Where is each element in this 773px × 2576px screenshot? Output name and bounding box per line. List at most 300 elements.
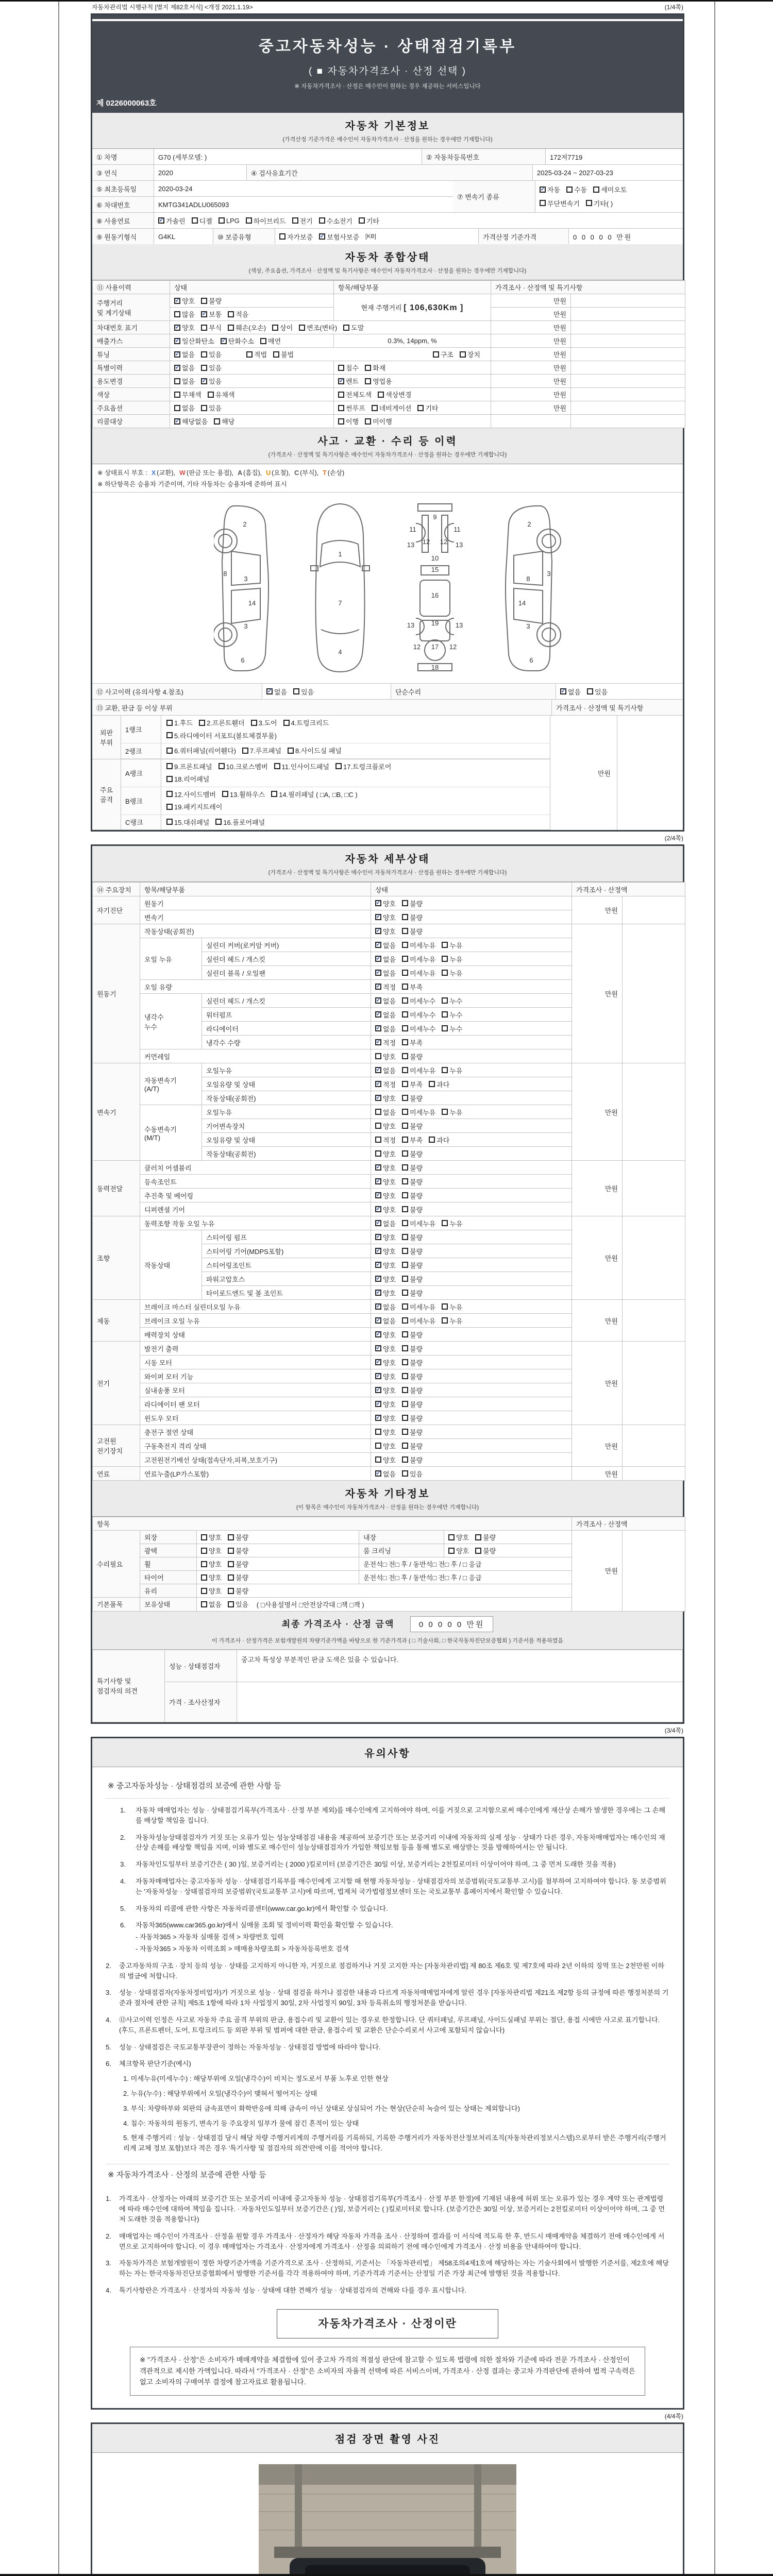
checked-checkbox-icon	[375, 928, 381, 934]
checkbox-option	[375, 1260, 396, 1270]
diagram-part-number: 6	[529, 656, 533, 664]
item-label: 추진축 및 베어링	[140, 1189, 371, 1202]
unchecked-checkbox-icon	[402, 1443, 408, 1449]
unchecked-checkbox-icon	[402, 1248, 408, 1254]
checkbox-option	[402, 1163, 423, 1173]
checkbox-option	[442, 1065, 462, 1075]
rank-parts	[161, 787, 550, 815]
checkbox-option	[292, 216, 313, 226]
checked-checkbox-icon	[375, 1095, 381, 1101]
viewer-left-edge	[58, 2, 59, 2576]
device-group-label: 변속기	[93, 1063, 140, 1161]
field-label: ③ 연식	[92, 165, 154, 180]
checkbox-label: 누유	[449, 1303, 463, 1311]
status-code-letter: W	[179, 469, 186, 477]
basic-info-subtitle: (가격산정 기준가격은 매수인이 자동차가격조사 · 산정을 원하는 경우에만 기재합니다)	[282, 137, 493, 143]
checked-checkbox-icon	[375, 1276, 381, 1282]
checkbox-label: 미세누유	[410, 1317, 436, 1325]
checkbox-label: 누유	[449, 1066, 463, 1075]
rank-group	[92, 759, 550, 831]
checkbox-label: 양호	[209, 1547, 222, 1555]
checkbox-label: 매연	[268, 337, 281, 345]
checkbox-label: 양호	[383, 1345, 396, 1353]
col-header: ⑪ 사용이력	[93, 281, 170, 294]
unchecked-checkbox-icon	[365, 418, 371, 425]
status-options	[371, 994, 572, 1008]
device-group-label: 원동기	[93, 924, 140, 1063]
unchecked-checkbox-icon	[228, 1561, 234, 1567]
unchecked-checkbox-icon	[375, 1053, 381, 1059]
unchecked-checkbox-icon	[375, 1137, 381, 1143]
checkbox-option	[375, 968, 396, 978]
notice-item	[120, 1920, 669, 1954]
item-label: 디퍼렌셜 기어	[140, 1202, 371, 1216]
basic-info-header	[92, 113, 683, 149]
unchecked-checkbox-icon	[402, 1359, 408, 1365]
diagram-part-number: 12	[449, 643, 457, 651]
checkbox-label: 탄화수소	[228, 337, 255, 345]
checkbox-option	[260, 336, 281, 346]
item-label: 스티어링 펌프	[202, 1230, 371, 1244]
checkbox-label: 없음	[274, 688, 288, 696]
checked-checkbox-icon	[174, 338, 180, 344]
item-label: 원동기	[140, 896, 371, 910]
checkbox-option	[228, 309, 248, 319]
diagram-part-number: 12	[413, 643, 421, 651]
part-checkbox-option	[274, 761, 329, 771]
status-code-meaning: (부식),	[300, 469, 319, 477]
item-label: 시동 모터	[140, 1355, 371, 1369]
checkbox-label: 불량	[410, 1122, 423, 1130]
notice-section-1-title: ※ 중고자동차성능 · 상태점검의 보증에 관한 사항 등	[106, 1775, 669, 1799]
unchecked-checkbox-icon	[448, 1534, 455, 1540]
status-options	[371, 1077, 572, 1091]
checked-checkbox-icon	[375, 1331, 381, 1337]
code-legend-prefix: ※ 상태표시 부호 :	[97, 469, 147, 477]
accident-subtitle: (가격조사 · 산정액 및 특기사항은 매수인이 자동차가격조사 · 산정을 원하는 경우에만 기재합니다)	[268, 452, 507, 458]
checkbox-label: 없음	[383, 969, 396, 977]
item-label: 실린더 커버(로커암 커버)	[202, 938, 371, 952]
checkbox-label: 양호	[383, 1178, 396, 1186]
notice-item-line: - 자동차365 > 자동차 이력조회 > 매매용차량조회 > 자동차등록번호 검색	[136, 1944, 349, 1953]
item-label: 구동축전지 격리 상태	[140, 1439, 371, 1453]
etc-title: 자동차 기타정보	[345, 1488, 430, 1500]
checkbox-label: 없음	[383, 1317, 396, 1325]
unchecked-checkbox-icon	[319, 217, 325, 224]
unchecked-checkbox-icon	[402, 970, 408, 976]
opinion-label: 특기사항 및 점검자의 의견	[93, 1650, 165, 1722]
inspection-photos	[92, 2453, 683, 2576]
checkbox-option	[228, 1586, 248, 1596]
etc-group-label: 기본품목	[93, 1598, 140, 1612]
unchecked-checkbox-icon	[402, 914, 408, 920]
unchecked-checkbox-icon	[201, 365, 207, 371]
checkbox-label: 양호	[383, 1359, 396, 1367]
price-cell: 만원	[491, 348, 571, 361]
rank-parts	[161, 815, 550, 830]
etc-options	[197, 1531, 359, 1544]
checkbox-option	[201, 323, 222, 332]
rank-label: 2랭크	[121, 743, 161, 758]
checkbox-option	[375, 1079, 396, 1089]
accident-header	[92, 428, 683, 464]
part-checkbox-option	[166, 789, 216, 799]
detail-row	[93, 1161, 685, 1175]
price-cell: 만원	[572, 896, 623, 924]
unchecked-checkbox-icon	[402, 1345, 408, 1351]
part-checkbox-option	[166, 817, 209, 827]
checkbox-label: 불량	[410, 900, 423, 908]
notice-item-text: 자동차 매매업자는 성능 · 상태점검기록부(가격조사 · 산정 부분 제외)를 매수인에게 고지하여야 하며, 이를 거짓으로 고지함으로써 매수인에게 재산상 손해가 발생한 경우에는 그 손해를 배상할 책임을 집니다.	[136, 1806, 666, 1824]
checked-checkbox-icon	[375, 1178, 381, 1184]
checkbox-label: 불량	[236, 1547, 249, 1555]
item-label: 브레이크 오일 누유	[140, 1314, 371, 1328]
notice-item	[106, 1988, 669, 2008]
blank-cell	[623, 1342, 685, 1425]
checkbox-label: 없음	[383, 1025, 396, 1033]
page-marker-3: (3/4쪽)	[664, 1726, 683, 1734]
checkbox-option	[402, 940, 435, 950]
row-label: 주행거리 및 계기상태	[93, 294, 170, 321]
checkbox-option	[402, 1371, 423, 1381]
checkbox-option	[460, 349, 480, 359]
unchecked-checkbox-icon	[442, 1109, 448, 1115]
checkbox-label: 있음	[209, 404, 222, 412]
blank-cell	[571, 415, 685, 428]
checkbox-label: 과다	[436, 1136, 450, 1144]
repair-area-label: ⑬ 교환, 판금 등 이상 부위	[92, 700, 552, 715]
item-label: 파워고압호스	[202, 1272, 371, 1286]
checkbox-label: 불량	[483, 1547, 496, 1555]
checkbox-option	[375, 1177, 396, 1187]
checkbox-label: 불량	[410, 1331, 423, 1339]
checked-checkbox-icon	[375, 1025, 381, 1031]
checkbox-option	[201, 309, 222, 319]
checkbox-label: 누수	[449, 1011, 463, 1019]
blank-cell	[571, 321, 685, 334]
checkbox-label: 없음	[182, 364, 195, 372]
checkbox-label: 적정	[383, 1136, 396, 1144]
checkbox-label: 불량	[410, 1192, 423, 1200]
checked-checkbox-icon	[375, 956, 381, 962]
opinion-row-inspector	[93, 1650, 683, 1682]
diagram-part-number: 11	[409, 526, 416, 533]
unchecked-checkbox-icon	[228, 1588, 234, 1594]
checkbox-option	[338, 363, 359, 372]
unchecked-checkbox-icon	[283, 720, 290, 726]
color-row	[93, 388, 685, 401]
checkbox-option	[201, 1586, 222, 1596]
basic-row-fuel	[92, 213, 683, 229]
notice-item-number: 4.	[106, 2286, 111, 2294]
checkbox-option	[402, 1065, 435, 1075]
notice-item	[120, 1805, 669, 1826]
item-label: 브레이크 마스터 실린더오일 누유	[140, 1300, 371, 1314]
checkbox-label: 누유	[449, 1317, 463, 1325]
document-note: ※ 자동차가격조사 · 산정은 매수인이 원하는 경우 제공하는 서비스입니다	[294, 83, 481, 90]
device-group-label: 고전원 전기장치	[93, 1425, 140, 1467]
document-sheet	[91, 0, 684, 2576]
checkbox-option	[442, 954, 462, 964]
unchecked-checkbox-icon	[338, 365, 344, 371]
price-cell: 만원	[491, 321, 571, 334]
checkbox-label: 양호	[383, 1261, 396, 1269]
unchecked-checkbox-icon	[566, 187, 573, 193]
price-cell: 만원	[572, 1467, 623, 1481]
etc-subtitle: (이 항목은 매수인이 자동차가격조사 · 산정을 원하는 경우에만 기재합니다)	[296, 1504, 479, 1511]
notice-item-text: 자동차365(www.car365.go.kr)에서 실매물 조회 및 정비이력 확인을 확인할 수 있습니다. - 자동차365 > 자동차 실매물 검색 > 차량번호 입력 - 자동차365 > 자동차 이력조회 > 매매용차량조회 > 자동차등록번호 검색	[136, 1920, 393, 1954]
checkbox-option	[475, 1546, 496, 1555]
unchecked-checkbox-icon	[246, 217, 252, 224]
unchecked-checkbox-icon	[192, 217, 198, 224]
checkbox-label: 양호	[383, 1386, 396, 1395]
checkbox-option	[417, 403, 438, 413]
checkbox-label: 불량	[410, 1456, 423, 1464]
checkbox-label: 양호	[383, 913, 396, 922]
checkbox-option	[375, 912, 396, 922]
unchecked-checkbox-icon	[174, 392, 180, 398]
part-label: 18.리어패널	[174, 775, 210, 783]
checkbox-label: 불량	[410, 1150, 423, 1158]
checkbox-option	[402, 1093, 423, 1103]
status-options	[371, 1453, 572, 1467]
checkbox-label: 양호	[182, 297, 195, 305]
status-code-letter: A	[238, 469, 243, 477]
checkbox-label: 양호	[383, 1456, 396, 1464]
car-damage-diagrams	[92, 493, 683, 684]
year-value: 2020	[154, 165, 247, 180]
unchecked-checkbox-icon	[174, 311, 180, 317]
checkbox-label: 있음	[209, 364, 222, 372]
checkbox-option	[402, 1413, 423, 1423]
checked-checkbox-icon	[174, 365, 180, 371]
notice-item-text: 가격조사 · 산정자는 아래의 보증기간 또는 보증거리 이내에 중고자동차 성능 · 상태점검기록부(가격조사 · 산정 부분 한정)에 기재된 내용에 허위 또는 오류가 있는 경우 계약 또는 관계법령에 따라 매수인에 대하여 책임을 집니다. · 자동차인도일부터 보증기간은 ( )일, 보증거리는 ( )킬로미터로 합니다. (보증기간은 30일 이상, 보증거리는 2천킬로미터 이상이어야 하며, 그 중 먼저 도래한 것을 적용합니다)	[119, 2195, 665, 2224]
notice-item-text: 특기사항란은 가격조사 · 산정자의 자동차 성능 · 상태에 대한 견해가 성능 · 상태점검자의 견해와 다를 경우 표시합니다.	[119, 2286, 467, 2294]
checkbox-option	[402, 1469, 423, 1479]
rank-label: C랭크	[121, 815, 161, 830]
unchecked-checkbox-icon	[372, 405, 378, 411]
checkbox-option	[442, 996, 462, 1006]
status-options	[371, 1147, 572, 1161]
checkbox-option	[402, 1344, 423, 1353]
checkbox-label: 있음	[236, 1601, 249, 1608]
unchecked-checkbox-icon	[288, 748, 294, 754]
etc-options	[444, 1544, 572, 1557]
diagram-part-number: 8	[526, 575, 530, 583]
item-label: 오일 유량	[140, 980, 371, 994]
item-label: 발전기 출력	[140, 1342, 371, 1355]
checkbox-option	[402, 1079, 423, 1089]
notice-item-number: 2.	[106, 1961, 111, 1970]
checkbox-option	[402, 1010, 435, 1020]
checkbox-label: 자동	[547, 186, 561, 194]
rank-row	[121, 743, 550, 759]
field-label: ⑦ 변속기 종류	[453, 181, 535, 212]
unchecked-checkbox-icon	[201, 1601, 207, 1607]
checkbox-option	[375, 1232, 396, 1242]
diagram-part-number: 3	[244, 622, 248, 630]
item-label: 와이퍼 모터 기능	[140, 1369, 371, 1383]
notice-item-number: 1.	[120, 1806, 126, 1814]
checkbox-label: 미세누유	[410, 969, 436, 977]
notice-section-2-title: ※ 자동차가격조사 · 산정의 보증에 관한 사항 등	[106, 2164, 669, 2188]
checkbox-label: 기타	[425, 404, 439, 412]
price-cell: 만원	[491, 361, 571, 375]
warranty-options	[275, 229, 479, 244]
checkbox-option	[228, 1559, 248, 1569]
checkbox-label: 누유	[449, 941, 463, 950]
checkbox-label: 양호	[383, 1372, 396, 1381]
status-options	[371, 1049, 572, 1063]
notice-item	[106, 2015, 669, 2036]
part-checkbox-option	[219, 761, 268, 771]
detail-row	[93, 1300, 685, 1314]
checkbox-option	[402, 1149, 423, 1159]
unchecked-checkbox-icon	[402, 984, 408, 990]
checkbox-option	[228, 1599, 248, 1609]
part-checkbox-option	[166, 774, 209, 784]
checkbox-label: 양호	[209, 1561, 222, 1568]
checkbox-option	[402, 982, 423, 992]
diagram-part-number: 14	[248, 599, 256, 607]
item-label: 타이로드엔드 및 볼 조인트	[202, 1286, 371, 1300]
tuning-options	[170, 348, 491, 361]
car-diagram-side-right	[498, 500, 561, 675]
item-label: 동력조향 작동 오일 누유	[140, 1216, 371, 1230]
notice-criteria-line: 5. 현재 주행거리 : 성능 · 상태점검 당시 해당 차량 주행거리계의 주행거리를 기록하되, 기록한 주행거리가 자동차전산정보처리조직(자동차관리정보시스템)으로부터 받은 주행거리(주행거리계 교체 정보 포함)보다 적은 경우 '특기사항 및 점검자의 의견'란에 이를 적어야 합니다.	[123, 2134, 666, 2153]
unchecked-checkbox-icon	[214, 418, 220, 425]
unchecked-checkbox-icon	[402, 956, 408, 962]
checkbox-label: 없음	[383, 1470, 396, 1478]
document-subtitle: ( ■ 자동차가격조사 · 산정 선택 )	[308, 66, 467, 77]
status-code-letter: U	[266, 469, 271, 477]
field-label: ⑥ 차대번호	[92, 197, 154, 212]
unchecked-checkbox-icon	[201, 405, 207, 411]
checkbox-option	[174, 416, 208, 426]
checkbox-label: 불량	[410, 1442, 423, 1450]
unchecked-checkbox-icon	[402, 1192, 408, 1198]
price-appraisal-box-title: 자동차가격조사 · 산정이란	[277, 2309, 498, 2339]
part-label: 6.쿼터패널(리어휀다)	[174, 747, 236, 755]
checkbox-option	[174, 336, 214, 346]
notice-item	[120, 1859, 669, 1870]
checkbox-option	[201, 363, 222, 372]
checkbox-label: 누유	[449, 969, 463, 977]
checkbox-option	[375, 1427, 396, 1437]
status-options	[371, 1467, 572, 1481]
basic-info-title: 자동차 기본정보	[345, 121, 430, 132]
checkbox-option	[448, 1532, 469, 1542]
notice-item	[106, 1961, 669, 1981]
blank-cell	[571, 334, 685, 348]
diagram-part-number: 13	[407, 621, 415, 629]
part-label: 13.휠하우스	[229, 790, 265, 799]
checkbox-label: 상이	[280, 324, 293, 332]
checkbox-label: 불량	[410, 1345, 423, 1353]
page-1	[91, 13, 684, 832]
checkbox-option	[359, 216, 379, 226]
blank-cell	[623, 924, 685, 1063]
status-options	[371, 1411, 572, 1425]
checked-checkbox-icon	[540, 187, 546, 193]
blank-cell	[571, 308, 685, 321]
photos-header	[92, 2424, 683, 2453]
blank-cell	[571, 294, 685, 308]
part-checkbox-option	[335, 761, 391, 771]
basic-row-name	[92, 149, 683, 165]
checkbox-option	[442, 1302, 462, 1312]
notice-section-2-items	[106, 2194, 669, 2295]
item-label: 배력장치 상태	[140, 1328, 371, 1342]
checked-checkbox-icon	[375, 914, 381, 920]
checkbox-label: 누수	[449, 1025, 463, 1033]
checked-checkbox-icon	[375, 1303, 381, 1310]
checkbox-option	[375, 1316, 396, 1326]
checkbox-label: 양호	[383, 1094, 396, 1103]
engine-type-value: G4KL	[154, 229, 213, 244]
rank-row	[121, 787, 550, 815]
checkbox-label: LPG	[226, 216, 240, 225]
status-code-letter: X	[151, 469, 156, 477]
checkbox-label: 양호	[209, 1587, 222, 1595]
unchecked-checkbox-icon	[222, 791, 228, 797]
checkbox-option	[375, 1441, 396, 1451]
unchecked-checkbox-icon	[251, 720, 257, 726]
part-checkbox-option	[283, 718, 329, 727]
checkbox-label: 무단변속기	[547, 199, 580, 208]
item-label: 오일유량 및 상태	[202, 1077, 371, 1091]
notice-item-number: 3.	[120, 1860, 126, 1869]
checked-checkbox-icon	[174, 298, 180, 304]
mileage-status-options	[170, 294, 334, 308]
checked-checkbox-icon	[375, 1345, 381, 1351]
status-code-letter: T	[323, 469, 327, 477]
etc-item-label: 룸 크리닝	[359, 1544, 444, 1557]
unchecked-checkbox-icon	[402, 1053, 408, 1059]
vin-mark-options	[170, 321, 491, 334]
checked-checkbox-icon	[174, 351, 180, 358]
unchecked-checkbox-icon	[402, 1303, 408, 1310]
price-cell: 만원	[491, 401, 571, 415]
part-label: 5.라디에이터 서포트(볼트체결부품)	[174, 732, 277, 740]
checkbox-option	[375, 1218, 396, 1228]
checkbox-label: 양호	[383, 1275, 396, 1283]
overall-title: 자동차 종합상태	[345, 252, 430, 263]
checkbox-option	[402, 926, 423, 936]
checkbox-label: 불량	[209, 297, 222, 305]
checked-checkbox-icon	[174, 325, 180, 331]
rank-group	[92, 716, 550, 759]
accident-history-label: ⑫ 사고이력 (유의사항 4.참조)	[92, 684, 262, 699]
checked-checkbox-icon	[375, 1220, 381, 1226]
checkbox-label: 불량	[236, 1561, 249, 1568]
unchecked-checkbox-icon	[365, 378, 371, 384]
checkbox-option	[273, 349, 294, 359]
inspection-photo-under-car	[259, 2464, 516, 2576]
basic-row-engine	[92, 229, 683, 244]
unchecked-checkbox-icon	[375, 1456, 381, 1463]
checkbox-label: 전기	[299, 217, 313, 225]
checkbox-label: 없음	[383, 955, 396, 963]
blank-cell	[623, 1063, 685, 1161]
item-label: 실린더 헤드 / 개스킷	[202, 994, 371, 1008]
notice-section-1-subitems	[120, 1805, 669, 1954]
notice-item	[106, 2231, 669, 2252]
part-label: 19.패키지트레이	[174, 803, 223, 811]
detail-row	[93, 1467, 685, 1481]
detail-subtitle: (가격조사 · 산정액 및 특기사항은 매수인이 자동차가격조사 · 산정을 원하는 경우에만 기재합니다)	[268, 870, 507, 876]
unchecked-checkbox-icon	[587, 688, 593, 694]
